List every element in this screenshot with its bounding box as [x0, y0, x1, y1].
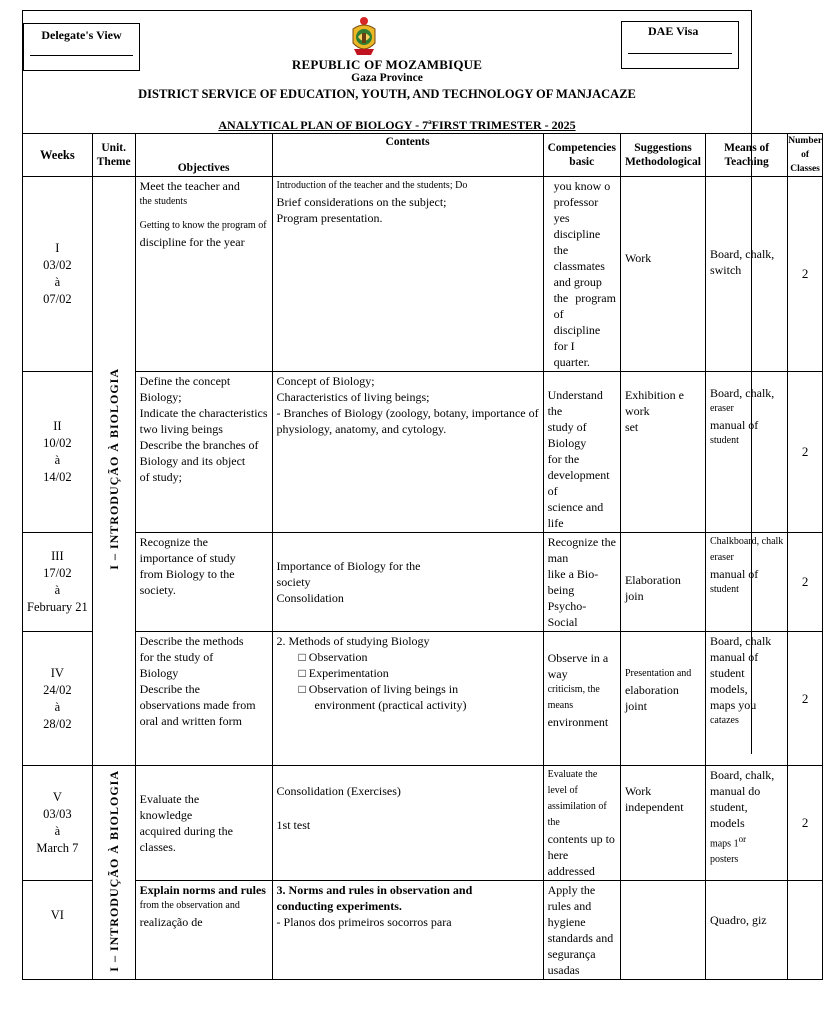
objectives-cell: Recognize the importance of study from Biology to the society.: [135, 533, 272, 632]
delegate-view-label: Delegate's View: [41, 28, 122, 42]
week-cell: III 17/02 à February 21: [23, 533, 93, 632]
objectives-cell: Explain norms and rules from the observation and realização de: [135, 881, 272, 980]
table-row: [23, 881, 823, 980]
contents-cell: 2. Methods of studying Biology □ Observation □ Experimentation □ Observation of living beings in environment (practical activity): [272, 632, 543, 766]
classes-cell: 2: [788, 632, 823, 766]
document-page: [22, 10, 823, 977]
contents-cell: Consolidation (Exercises) 1st test: [272, 766, 543, 881]
objectives-cell: Describe the methods for the study of Biology Describe the observations made from oral and written form: [135, 632, 272, 766]
classes-cell: 2: [788, 533, 823, 632]
contents-cell: Importance of Biology for the society Consolidation: [272, 533, 543, 632]
means-cell: Chalkboard, chalk eraser manual of student: [705, 533, 787, 632]
objectives-cell: Define the concept Biology; Indicate the characteristics two living beings Describe the branches of Biology and its object of study;: [135, 372, 272, 533]
classes-cell: 2: [788, 766, 823, 881]
col-unit: [92, 134, 135, 177]
means-cell: Board, chalk, manual do student, models maps 1or posters: [705, 766, 787, 881]
suggestions-cell: Exhibition e work set: [620, 372, 705, 533]
week-cell: I 03/02 à 07/02: [23, 177, 93, 372]
competencies-cell: you know o professor yes discipline the classmates and group the program of discipline for I quarter.: [543, 177, 620, 372]
competencies-cell: Apply the rules and hygiene standards and segurança usadas: [543, 881, 620, 980]
analytical-plan-table: [22, 133, 823, 980]
week-cell: V 03/03 à March 7: [23, 766, 93, 881]
unit-title: I – INTRODUÇÃO À BIOLOGIA: [106, 368, 121, 570]
competencies-cell: Observe in a way criticism, the means environment: [543, 632, 620, 766]
suggestions-cell: Presentation and elaboration joint: [620, 632, 705, 766]
unit-cell: [92, 177, 135, 766]
unit-cell: [92, 766, 135, 980]
col-competencies-label: Competencies basic: [547, 142, 616, 168]
contents-cell: Introduction of the teacher and the students; Do Brief considerations on the subject; Program presentation.: [272, 177, 543, 372]
col-suggestions: [620, 134, 705, 177]
means-cell: Board, chalk, switch: [705, 177, 787, 372]
district-title: DISTRICT SERVICE OF EDUCATION, YOUTH, AND TECHNOLOGY OF MANJACAZE: [138, 87, 636, 101]
col-means-label: Means of Teaching: [724, 142, 770, 168]
plan-title: ANALYTICAL PLAN OF BIOLOGY - 7ªFIRST TRIMESTER - 2025: [218, 118, 576, 132]
objectives-cell: Meet the teacher and the students Getting to know the program of discipline for the year: [135, 177, 272, 372]
contents-cell: Concept of Biology; Characteristics of living beings; - Branches of Biology (zoology, botany, importance of physiology, anatomy, and cytology.: [272, 372, 543, 533]
col-weeks: Weeks: [23, 134, 93, 177]
competencies-cell: Recognize the man like a Bio- being Psycho-Social: [543, 533, 620, 632]
week-cell: VI: [23, 881, 93, 980]
province-title: Gaza Province: [351, 72, 423, 84]
suggestions-cell: [620, 881, 705, 980]
col-objectives: Objectives: [135, 134, 272, 177]
col-means: [705, 134, 787, 177]
mozambique-emblem-icon: [349, 15, 379, 57]
col-competencies: [543, 134, 620, 177]
table-row: [23, 177, 823, 372]
means-cell: Board, chalk, eraser manual of student: [705, 372, 787, 533]
table-row: [23, 766, 823, 881]
col-classes: [788, 134, 823, 177]
means-cell: Board, chalk manual of student models, maps you catazes: [705, 632, 787, 766]
classes-cell: [788, 881, 823, 980]
week-cell: IV 24/02 à 28/02: [23, 632, 93, 766]
means-cell: Quadro, giz: [705, 881, 787, 980]
classes-cell: 2: [788, 372, 823, 533]
competencies-cell: Evaluate the level of assimilation of the contents up to here addressed: [543, 766, 620, 881]
suggestions-cell: Work: [620, 177, 705, 372]
republic-title: REPUBLIC OF MOZAMBIQUE: [291, 57, 483, 72]
col-unit-label: Unit. Theme: [96, 142, 131, 168]
col-classes-label: Number of Classes: [788, 136, 823, 174]
unit-title: I – INTRODUÇÃO À BIOLOGIA: [106, 769, 121, 972]
table-row: [23, 632, 823, 766]
table-row: [23, 533, 823, 632]
col-suggestions-label: Suggestions Methodological: [624, 142, 701, 168]
col-contents: Contents: [272, 134, 543, 177]
contents-cell: 3. Norms and rules in observation and conducting experiments. - Planos dos primeiros socorros para: [272, 881, 543, 980]
table-row: [23, 372, 823, 533]
classes-cell: 2: [788, 177, 823, 372]
dae-visa-label: DAE Visa: [648, 24, 699, 38]
week-cell: II 10/02 à 14/02: [23, 372, 93, 533]
objectives-cell: Evaluate the knowledge acquired during the classes.: [135, 766, 272, 881]
suggestions-cell: Elaboration join: [620, 533, 705, 632]
competencies-cell: Understand the study of Biology for the development of science and life: [543, 372, 620, 533]
table-header-row: [23, 134, 823, 177]
suggestions-cell: Work independent: [620, 766, 705, 881]
